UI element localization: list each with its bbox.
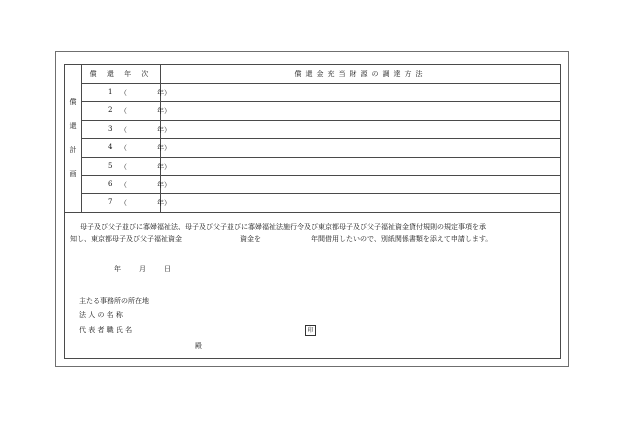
date-month-label: 月 (139, 265, 146, 273)
statement-line-2b: 資金を (240, 235, 261, 243)
table-row (65, 157, 561, 175)
date-year-label: 年 (114, 265, 121, 273)
office-address-label: 主たる事務所の所在地 (79, 297, 149, 305)
funding-method-cell[interactable] (161, 139, 561, 157)
repayment-plan-table (64, 64, 561, 213)
repayment-year-cell: 1 （ 年） (82, 84, 161, 102)
table-row (65, 120, 561, 138)
funding-method-cell[interactable] (161, 84, 561, 102)
funding-method-header: 償還金充当財源の調達方法 (161, 65, 561, 84)
repayment-year-cell: 2 （ 年） (82, 102, 161, 120)
table-row (65, 102, 561, 120)
repayment-year-cell: 4 （ 年） (82, 139, 161, 157)
repayment-year-cell: 6 （ 年） (82, 175, 161, 193)
funding-method-cell[interactable] (161, 175, 561, 193)
date-day-label: 日 (164, 265, 171, 273)
repayment-year-cell: 5 （ 年） (82, 157, 161, 175)
funding-method-cell[interactable] (161, 102, 561, 120)
table-row (65, 194, 561, 212)
funding-method-cell[interactable] (161, 157, 561, 175)
seal-icon: 印 (305, 325, 316, 336)
table-row (65, 84, 561, 102)
repayment-year-header: 償 還 年 次 (82, 65, 161, 84)
funding-method-cell[interactable] (161, 194, 561, 212)
funding-method-cell[interactable] (161, 120, 561, 138)
repayment-plan-vertical-label: 償 還 計 画 (65, 65, 82, 213)
application-statement (70, 221, 558, 245)
addressee-honorific: 殿 (195, 342, 202, 350)
corporation-name-label: 法 人 の 名 称 (79, 311, 123, 319)
table-row (65, 139, 561, 157)
table-row (65, 175, 561, 193)
representative-name-label: 代 表 者 職 氏 名 (79, 326, 133, 334)
table-header-row (65, 65, 561, 84)
statement-line-2c: 年間借用したいので、別紙関係書類を添えて申請します。 (311, 235, 493, 243)
statement-line-1: 母子及び父子並びに寡婦福祉法、母子及び父子並びに寡婦福祉法施行令及び東京都母子及び父子福祉資金貸付規則の規定事項を承 (80, 223, 486, 231)
application-date[interactable] (114, 264, 171, 274)
repayment-year-cell: 7 （ 年） (82, 194, 161, 212)
repayment-year-cell: 3 （ 年） (82, 120, 161, 138)
statement-line-2a: 知し、東京都母子及び父子福祉資金 (70, 235, 182, 243)
